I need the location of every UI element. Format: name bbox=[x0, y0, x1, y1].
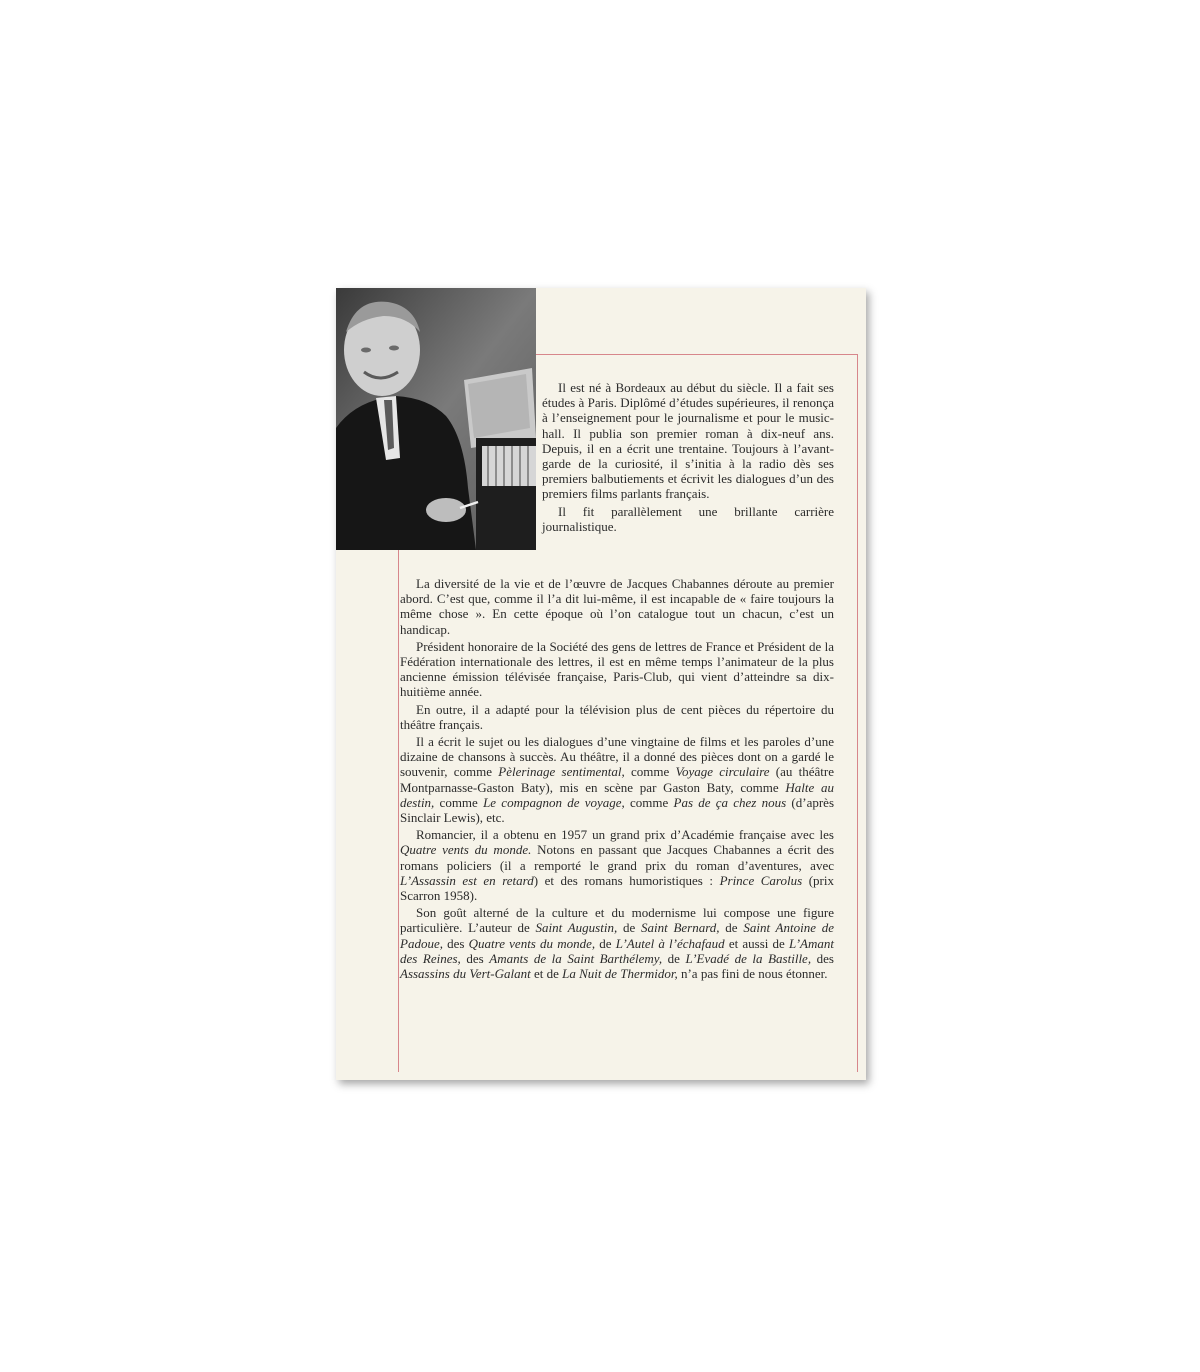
intro-paragraph-2: Il fit parallèlement une brillante carrière journalistique. bbox=[542, 503, 834, 534]
culture-text-9: des bbox=[811, 950, 834, 966]
paragraph-theatre bbox=[400, 734, 834, 825]
book-back-cover bbox=[336, 288, 866, 1080]
culture-text-4: des bbox=[442, 935, 469, 951]
main-text-block bbox=[400, 576, 834, 981]
culture-text-2: de bbox=[617, 920, 641, 936]
paragraph-television: En outre, il a adapté pour la télévision plus de cent pièces du répertoire du théâtre français. bbox=[400, 701, 834, 732]
title-saint-antoine-de-padoue: Saint Antoine de Padoue, bbox=[400, 920, 835, 951]
red-frame-left-line bbox=[398, 550, 399, 1072]
title-l-evade-de-la-bastille: L’Evadé de la Bastille, bbox=[685, 950, 812, 966]
title-l-assassin-est-en-retard: L’Assassin est en retard bbox=[400, 872, 534, 888]
paragraph-culture bbox=[400, 905, 834, 981]
novelist-text-3: ) et des romans humoristiques : bbox=[533, 872, 720, 888]
theatre-text-6: (d’après Sinclair Lewis), etc. bbox=[400, 794, 834, 826]
intro-text-column bbox=[542, 380, 834, 534]
culture-text-5: de bbox=[595, 935, 616, 951]
theatre-text-4: comme bbox=[434, 794, 484, 810]
title-prince-carolus: Prince Carolus bbox=[719, 872, 803, 888]
culture-text-8: de bbox=[662, 950, 686, 966]
novelist-text-2: Notons en passant que Jacques Chabannes a écrit des romans policiers (il a remporté le grand prix du roman d’aventures, avec bbox=[400, 842, 834, 873]
intro-paragraph-1: Il est né à Bordeaux au début du siècle. Il a fait ses études à Paris. Diplômé d’études supérieures, il renonça à l’enseignement pour le journalisme et pour le music-hall. Il publia son premier roman à dix-neuf ans. Depuis, il en a écrit une trentaine. Toujours à l’avant-garde de la curiosité, il s’initia à la radio dès ses premiers balbutiements et écrivit les dialogues d’un des premiers films parlants français. bbox=[542, 380, 834, 502]
theatre-text-5: comme bbox=[624, 794, 674, 810]
title-saint-bernard: Saint Bernard, bbox=[640, 920, 720, 936]
author-portrait-photo bbox=[336, 288, 536, 550]
title-assassins-du-vert-galant: Assassins du Vert-Galant bbox=[400, 966, 531, 982]
theatre-text-2: comme bbox=[624, 764, 676, 780]
paragraph-president: Président honoraire de la Société des gens de lettres de France et Président de la Fédération internationale des lettres, il est en même temps l’animateur de la plus ancienne émission télévisée française, Paris-Club, qui vient d’atteindre sa dix-huitième année. bbox=[400, 638, 834, 700]
culture-text-1: Son goût alterné de la culture et du modernisme lui compose une figure particulière. L’auteur de bbox=[400, 905, 834, 936]
theatre-text-3: (au théâtre Montparnasse-Gaston Baty), mis en scène par Gaston Baty, comme bbox=[400, 764, 835, 795]
title-le-compagnon-de-voyage: Le compagnon de voyage, bbox=[483, 794, 625, 810]
title-pas-de-ca-chez-nous: Pas de ça chez nous bbox=[673, 794, 787, 810]
paragraph-novelist bbox=[400, 827, 834, 903]
title-l-autel-a-l-echafaud: L’Autel à l’échafaud bbox=[615, 935, 725, 951]
title-saint-augustin: Saint Augustin, bbox=[535, 920, 618, 936]
novelist-text-4: (prix Scarron 1958). bbox=[400, 872, 834, 904]
culture-text-6: et aussi de bbox=[724, 935, 789, 951]
culture-text-11: n’a pas fini de nous étonner. bbox=[677, 966, 828, 982]
title-halte-au-destin: Halte au destin, bbox=[400, 779, 834, 810]
culture-text-10: et de bbox=[530, 966, 563, 982]
title-voyage-circulaire: Voyage circulaire bbox=[675, 764, 770, 780]
title-quatre-vents-du-monde-2: Quatre vents du monde, bbox=[468, 935, 596, 951]
title-quatre-vents-du-monde: Quatre vents du monde. bbox=[400, 842, 532, 858]
title-amants-de-la-saint-barthelemy: Amants de la Saint Barthélemy, bbox=[489, 950, 663, 966]
red-frame-right-line bbox=[857, 354, 858, 1072]
red-frame-top-line bbox=[536, 354, 858, 355]
paragraph-diversity: La diversité de la vie et de l’œuvre de Jacques Chabannes déroute au premier abord. C’est que, comme il l’a dit lui-même, il est incapable de « faire toujours la même chose ». En cette époque où l’on catalogue tout un chacun, c’est un handicap. bbox=[400, 576, 834, 637]
title-la-nuit-de-thermidor: La Nuit de Thermidor, bbox=[562, 966, 678, 982]
title-pelerinage-sentimental: Pèlerinage sentimental, bbox=[498, 764, 625, 780]
theatre-text-1: Il a écrit le sujet ou les dialogues d’une vingtaine de films et les paroles d’une dizaine de chansons à succès. Au théâtre, il a donné des pièces dont on a gardé le souvenir, comme bbox=[400, 734, 834, 780]
culture-text-3: de bbox=[719, 920, 744, 936]
culture-text-7: des bbox=[460, 950, 490, 966]
title-l-amant-des-reines: L’Amant des Reines, bbox=[400, 935, 834, 966]
novelist-text-1: Romancier, il a obtenu en 1957 un grand prix d’Académie française avec les bbox=[416, 827, 834, 843]
